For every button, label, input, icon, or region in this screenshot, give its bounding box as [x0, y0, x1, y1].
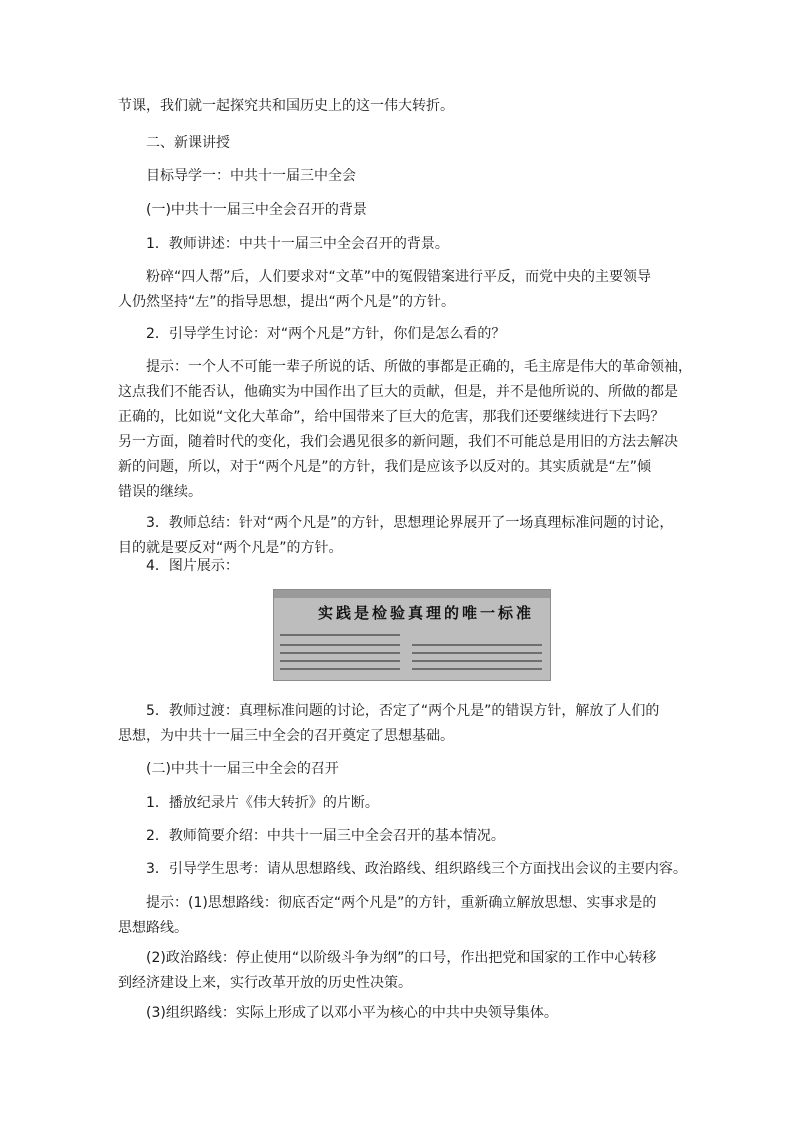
paragraph-hint-1: 提示：一个人不可能一辈子所说的话、所做的事都是正确的，毛主席是伟大的革命领袖， 这点我们不能否认，他确实为中国作出了巨大的贡献，但是，并不是他所说的、所做的都是 正确的，比如说“文化大革命”，给中国带来了巨大的危害，那我们还要继续进行下去吗？ 另一方面，随着时代的变化，我们会遇见很多的新问题，我们不可能总是用旧的方法去解决 新的问题，所以，对于“两个凡是”的方针，我们是应该予以反对的。其实质就是“左”倾 错误的继续。 — [118, 359, 692, 500]
paragraph-political-line: (2)政治路线：停止使用“以阶级斗争为纲”的口号，作出把党和国家的工作中心转移 到经济建设上来，实行改革开放的历史性决策。 — [118, 950, 657, 991]
subheading-background: (一)中共十一届三中全会召开的背景 — [146, 202, 367, 218]
section-heading-new-lesson: 二、新课讲授 — [146, 135, 230, 151]
newspaper-text-line — [280, 660, 400, 662]
newspaper-text-line — [412, 668, 542, 670]
newspaper-text-line — [412, 660, 542, 662]
newspaper-text-line — [280, 634, 400, 636]
subheading-convening: (二)中共十一届三中全会的召开 — [146, 761, 339, 777]
newspaper-text-line — [280, 644, 400, 646]
step-5-transition: 5．教师过渡：真理标准问题的讨论，否定了“两个凡是”的错误方针，解放了人们的 思想，为中共十一届三中全会的召开奠定了思想基础。 — [118, 703, 660, 744]
step-3-summary: 3．教师总结：针对“两个凡是”的方针，思想理论界展开了一场真理标准问题的讨论， 目的就是要反对“两个凡是”的方针。 — [118, 515, 674, 556]
step-4-picture: 4．图片展示： — [146, 558, 239, 574]
step-2-introduction: 2．教师简要介绍：中共十一届三中全会召开的基本情况。 — [146, 828, 505, 844]
paragraph-organizational-line: (3)组织路线：实际上形成了以邓小平为核心的中共中央领导集体。 — [146, 1005, 558, 1021]
step-2-discussion: 2．引导学生讨论：对“两个凡是”方针，你们是怎么看的？ — [146, 326, 506, 342]
newspaper-masthead-strip — [274, 590, 550, 598]
step-3-thinking: 3．引导学生思考：请从思想路线、政治路线、组织路线三个方面找出会议的主要内容。 — [146, 861, 687, 877]
newspaper-text-line — [280, 652, 400, 654]
step-1-documentary: 1．播放纪录片《伟大转折》的片断。 — [146, 795, 379, 811]
step-1-teacher-lecture: 1．教师讲述：中共十一届三中全会召开的背景。 — [146, 236, 449, 252]
paragraph-intro-tail: 节课，我们就一起探究共和国历史上的这一伟大转折。 — [118, 98, 454, 114]
newspaper-text-line — [412, 652, 542, 654]
goal-heading-1: 目标导学一：中共十一届三中全会 — [146, 168, 356, 184]
newspaper-image — [273, 589, 551, 681]
paragraph-hint-ideological-line: 提示：(1)思想路线：彻底否定“两个凡是”的方针，重新确立解放思想、实事求是的 思想路线。 — [118, 895, 657, 936]
newspaper-text-line — [412, 644, 542, 646]
newspaper-headline: 实践是检验真理的唯一标准 — [318, 604, 535, 622]
newspaper-text-line — [280, 668, 400, 670]
paragraph-background-text: 粉碎“四人帮”后，人们要求对“文革”中的冤假错案进行平反，而党中央的主要领导 人仍然坚持“左”的指导思想，提出“两个凡是”的方针。 — [118, 269, 652, 310]
